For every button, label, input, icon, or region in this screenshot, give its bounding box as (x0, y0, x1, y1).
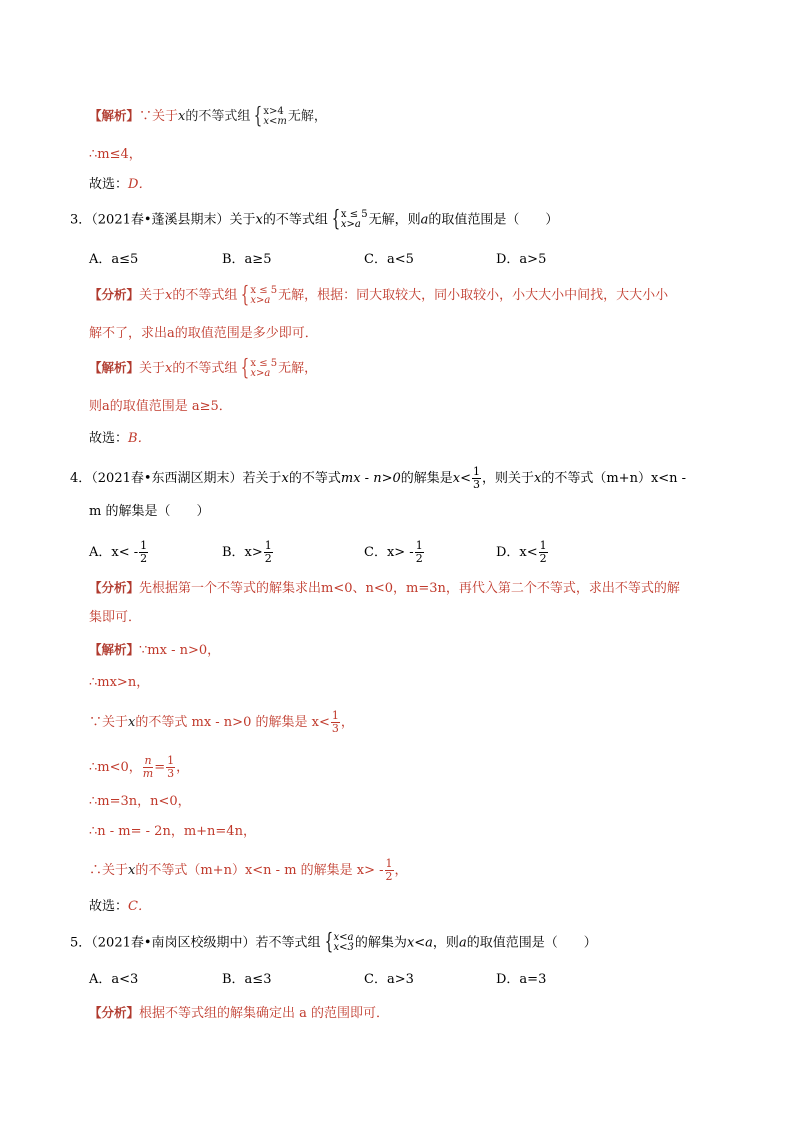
inequality-system: { x>4 x<m (254, 103, 287, 129)
q4-step-3: ∵关于x的不等式 mx - n>0 的解集是 x< $\frac{1}{3}$ ， (89, 709, 354, 735)
q4-option-a: A．x< - $\frac{1}{2}$ (89, 539, 148, 565)
q4-stem-line2: m 的解集是（ ） (89, 504, 210, 519)
q4-fenxi-line: 【分析】先根据第一个不等式的解集求出m<0、n<0，m=3n，再代入第二个不等式，求出不等式的解 (89, 580, 680, 596)
q3-stem: 3．（2021春•蓬溪县期末）关于x的不等式组 { x ≤ 5 x>a 无解，则a的取值范围是（ ） (70, 207, 559, 232)
q3-option-a: A．a≤5 (89, 252, 139, 267)
q4-fenxi-line2: 集即可． (89, 610, 142, 625)
q3-jiexi-line: 【解析】关于x的不等式组 { x ≤ 5 x>a 无解， (89, 355, 318, 381)
q4-stem: 4．（2021春•东西湖区期末）若关于x的不等式mx - n>0的解集是x< $\frac{1}{3}$ ，则关于x的不等式（m+n）x<n - (70, 465, 687, 491)
q4-step-4: ∴m<0， $\frac{n}{m}$ = $\frac{1}{3}$ ， (89, 754, 190, 780)
q4-jiexi-line: 【解析】∵mx - n>0， (89, 642, 221, 658)
q3-option-c: C．a<5 (364, 252, 414, 267)
q4-step-2: ∴mx>n， (89, 675, 150, 690)
q4-option-c: C．x> - $\frac{1}{2}$ (364, 539, 423, 565)
q4-step-6: ∴n - m= - 2n，m+n=4n， (89, 824, 256, 839)
q2-answer: 故选：D． (89, 177, 152, 192)
q3-fenxi-line2: 解不了，求出a的取值范围是多少即可． (89, 326, 318, 341)
q3-option-b: B．a≥5 (222, 252, 272, 267)
inequality-system: { x ≤ 5 x>a (241, 355, 278, 381)
q3-option-d: D．a>5 (496, 252, 547, 267)
q4-option-b: B．x> $\frac{1}{2}$ (222, 539, 272, 565)
q5-option-c: C．a>3 (364, 972, 414, 987)
q4-step-5: ∴m=3n，n<0， (89, 794, 191, 809)
inequality-system: { x ≤ 5 x>a (331, 207, 368, 232)
q2-jiexi-line: 【解析】∵关于x的不等式组 { x>4 x<m 无解， (89, 103, 327, 129)
q4-step-7: ∴关于x的不等式（m+n）x<n - m 的解集是 x> - $\frac{1}{2}$ ， (89, 857, 408, 883)
q5-option-b: B．a≤3 (222, 972, 272, 987)
q4-option-d: D．x< $\frac{1}{2}$ (496, 539, 547, 565)
q2-step: ∴m≤4， (89, 147, 142, 162)
inequality-system: { x ≤ 5 x>a (241, 282, 278, 308)
inequality-system: { x<a x<3 (324, 930, 354, 955)
q5-option-d: D．a=3 (496, 972, 547, 987)
q5-option-a: A．a<3 (89, 972, 139, 987)
q4-answer: 故选：C． (89, 899, 151, 914)
q5-fenxi-line: 【分析】根据不等式组的解集确定出 a 的范围即可． (89, 1005, 390, 1021)
jiexi-tag: 【解析】 (89, 108, 140, 123)
q5-stem: 5．（2021春•南岗区校级期中）若不等式组 { x<a x<3 的解集为x<a，则a的取值范围是（ ） (70, 930, 597, 955)
q3-answer: 故选：B． (89, 431, 151, 446)
q3-fenxi-line: 【分析】关于x的不等式组 { x ≤ 5 x>a 无解，根据：同大取较大，同小取较小，小大大小中间找，大大小小 (89, 282, 669, 308)
q3-jiexi-line2: 则a的取值范围是 a≥5． (89, 399, 232, 414)
